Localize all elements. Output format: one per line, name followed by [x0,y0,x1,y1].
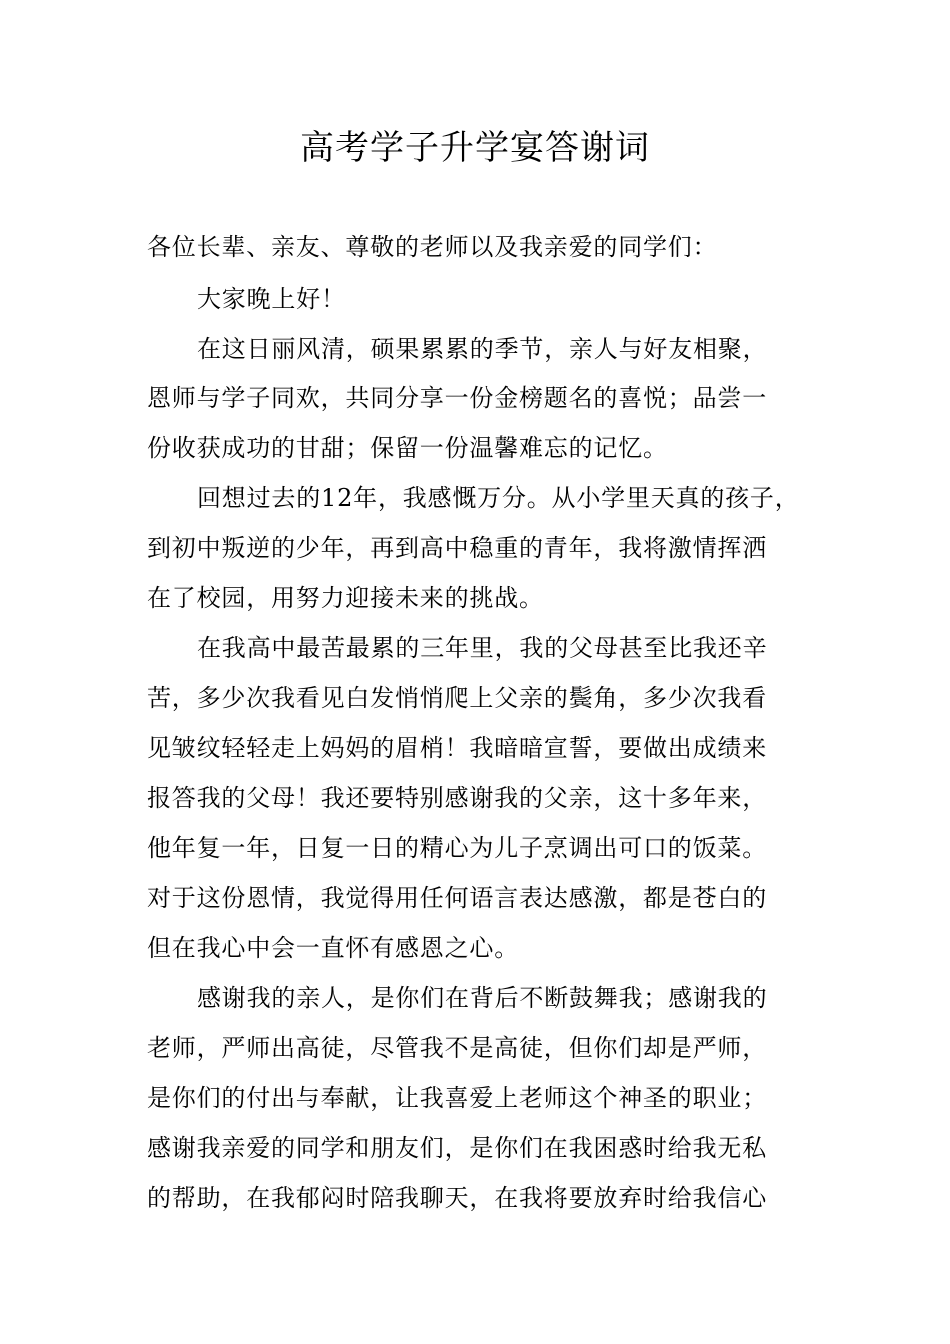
paragraph-line: 但在我心中会一直怀有感恩之心。 [147,934,519,962]
salutation-line: 各位长辈、亲友、尊敬的老师以及我亲爱的同学们： [147,233,718,261]
paragraph-line: 在我高中最苦最累的三年里，我的父母甚至比我还辛 [197,634,768,662]
paragraph-line: 对于这份恩情，我觉得用任何语言表达感激，都是苍白的 [147,884,767,912]
paragraph-line: 他年复一年，日复一日的精心为儿子烹调出可口的饭菜。 [147,834,767,862]
paragraph-line: 在这日丽风清，硕果累累的季节，亲人与好友相聚， [197,335,768,363]
paragraph-line: 恩师与学子同欢，共同分享一份金榜题名的喜悦；品尝一 [147,384,767,412]
paragraph-line: 是你们的付出与奉献，让我喜爱上老师这个神圣的职业； [147,1084,767,1112]
paragraph-line: 回想过去的12年，我感慨万分。从小学里天真的孩子， [197,484,800,512]
paragraph-line: 在了校园，用努力迎接未来的挑战。 [147,584,544,612]
paragraph-line: 感谢我的亲人，是你们在背后不断鼓舞我；感谢我的 [197,984,768,1012]
document-title: 高考学子升学宴答谢词 [300,128,650,168]
paragraph-line: 老师，严师出高徒，尽管我不是高徒，但你们却是严师， [147,1034,767,1062]
paragraph-line: 报答我的父母！我还要特别感谢我的父亲，这十多年来， [147,784,767,812]
paragraph-line: 到初中叛逆的少年，再到高中稳重的青年，我将激情挥洒 [147,534,767,562]
paragraph-line: 感谢我亲爱的同学和朋友们，是你们在我困惑时给我无私 [147,1134,767,1162]
paragraph-line: 见皱纹轻轻走上妈妈的眉梢！我暗暗宣誓，要做出成绩来 [147,734,767,762]
paragraph-line: 份收获成功的甘甜；保留一份温馨难忘的记忆。 [147,434,668,462]
paragraph-line: 苦，多少次我看见白发悄悄爬上父亲的鬓角，多少次我看 [147,684,767,712]
greeting-line: 大家晚上好！ [197,285,346,313]
paragraph-line: 的帮助，在我郁闷时陪我聊天，在我将要放弃时给我信心 [147,1184,767,1212]
